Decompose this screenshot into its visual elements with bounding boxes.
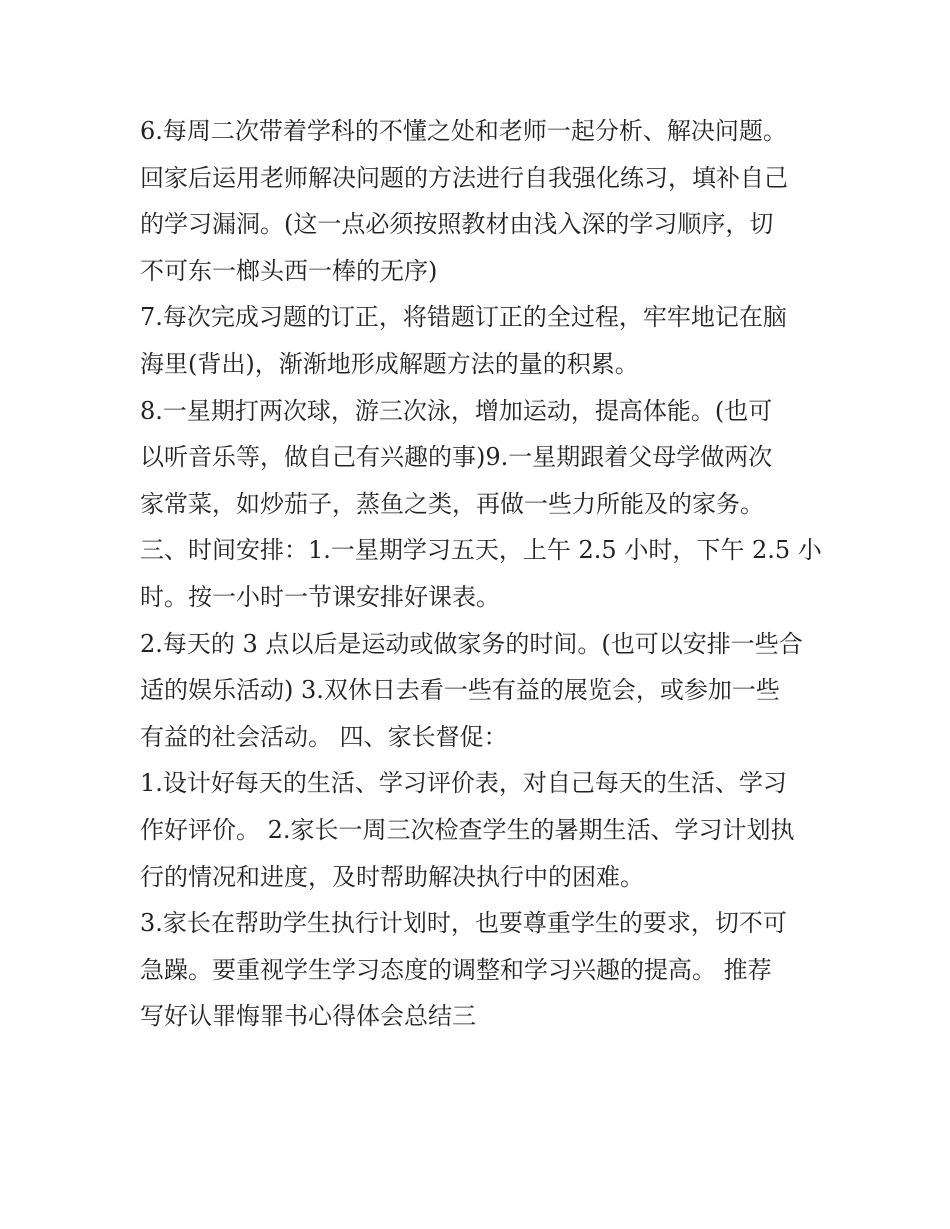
text-line: 以听音乐等，做自己有兴趣的事)9.一星期跟着父母学做两次 — [140, 443, 773, 472]
text-line: 有益的社会活动。 四、家长督促： — [140, 722, 508, 751]
text-line: 适的娱乐活动) 3.双休日去看一些有益的展览会，或参加一些 — [140, 676, 780, 705]
text-line: 7.每次完成习题的订正，将错题订正的全过程，牢牢地记在脑 — [140, 303, 787, 332]
text-line: 家常菜，如炒茄子，蒸鱼之类，再做一些力所能及的家务。 — [140, 489, 764, 518]
text-line: 的学习漏洞。(这一点必须按照教材由浅入深的学习顺序，切 — [140, 210, 774, 239]
text-line: 写好认罪悔罪书心得体会总结三 — [140, 1002, 476, 1031]
text-line: 回家后运用老师解决问题的方法进行自我强化练习，填补自己 — [140, 163, 788, 192]
text-line: 急躁。要重视学生学习态度的调整和学习兴趣的提高。 推荐 — [140, 955, 772, 984]
text-line: 2.每天的 3 点以后是运动或做家务的时间。(也可以安排一些合 — [140, 629, 803, 658]
text-line: 8.一星期打两次球，游三次泳，增加运动，提高体能。(也可 — [140, 396, 773, 425]
document-body — [140, 108, 820, 1040]
text-line: 3.家长在帮助学生执行计划时，也要尊重学生的要求，切不可 — [140, 909, 787, 938]
text-line: 1.设计好每天的生活、学习评价表，对自己每天的生活、学习 — [140, 769, 787, 798]
text-line: 6.每周二次带着学科的不懂之处和老师一起分析、解决问题。 — [140, 117, 787, 145]
text-line: 海里(背出)，渐渐地形成解题方法的量的积累。 — [140, 349, 639, 378]
text-line: 三、时间安排：1.一星期学习五天，上午 2.5 小时，下午 2.5 小 — [140, 536, 822, 565]
text-line: 时。按一小时一节课安排好课表。 — [140, 582, 500, 611]
text-line: 行的情况和进度，及时帮助解决执行中的困难。 — [140, 862, 644, 891]
text-line: 作好评价。 2.家长一周三次检查学生的暑期生活、学习计划执 — [140, 815, 795, 844]
text-line: 不可东一榔头西一棒的无序) — [140, 256, 438, 285]
